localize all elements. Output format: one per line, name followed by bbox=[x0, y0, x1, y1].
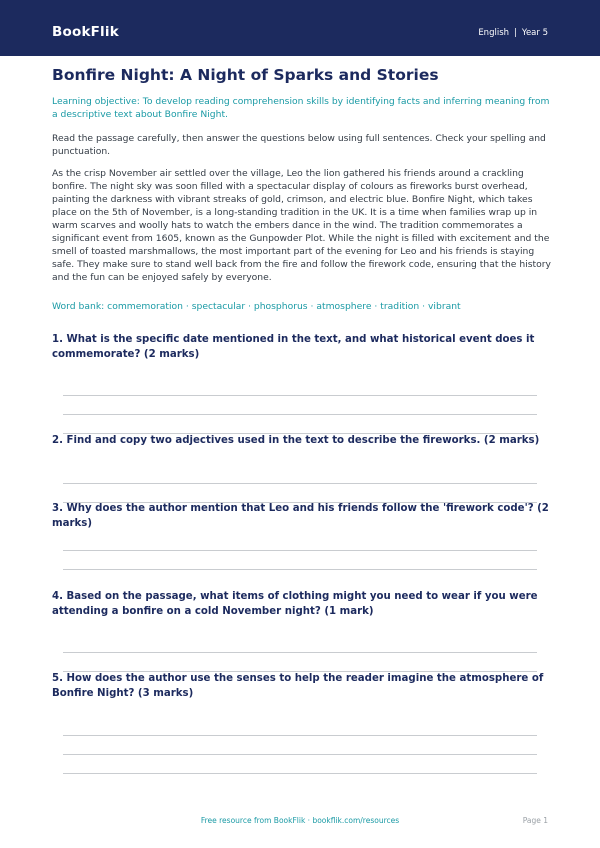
answer-line[interactable] bbox=[63, 414, 537, 415]
answer-line[interactable] bbox=[63, 569, 537, 570]
reading-passage: As the crisp November air settled over the village, Leo the lion gathered his friends around a crackling bonfire. The night sky was soon filled with a spectacular display of colours as fireworks burst overhead, painting the darkness with vibrant streaks of gold, crimson, and electric blue. Bonfire Night, which takes place on the 5th of November, is a long-standing tradition in the UK. It is a time when families wrap up in warm scarves and woolly hats to watch the embers dance in the wind. The tradition commemorates a significant event from 1605, known as the Gunpowder Plot. While the night is filled with excitement and the smell of toasted marshmallows, the most important part of the evening for Leo and his friends is staying safe. They make sure to stand well back from the fire and follow the firework code, ensuring that the history and the fun can be enjoyed safely by everyone. bbox=[52, 168, 551, 283]
footer-credit: Free resource from BookFlik · bookflik.com/resources bbox=[200, 816, 400, 825]
page-number: Page 1 bbox=[522, 816, 548, 825]
subject-year-label bbox=[478, 28, 548, 38]
question-4: 4. Based on the passage, what items of clothing might you need to wear if you were attending a bonfire on a cold November night? (1 mark) bbox=[52, 591, 538, 617]
learning-objective: Learning objective: To develop reading comprehension skills by identifying facts and inferring meaning from a descriptive text about Bonfire Night. bbox=[52, 96, 550, 120]
question-1: 1. What is the specific date mentioned in the text, and what historical event does it commemorate? (2 marks) bbox=[52, 334, 535, 360]
brand-logo-text: BookFlik bbox=[52, 24, 119, 40]
instructions-text: Read the passage carefully, then answer the questions below using full sentences. Check your spelling and punctuation. bbox=[52, 133, 546, 157]
page-header bbox=[0, 0, 600, 56]
answer-line[interactable] bbox=[63, 754, 537, 755]
page-title: Bonfire Night: A Night of Sparks and Stories bbox=[52, 66, 439, 84]
answer-line[interactable] bbox=[63, 550, 537, 551]
answer-line[interactable] bbox=[63, 652, 537, 653]
question-2: 2. Find and copy two adjectives used in the text to describe the fireworks. (2 marks) bbox=[52, 435, 540, 446]
answer-line[interactable] bbox=[63, 483, 537, 484]
answer-line[interactable] bbox=[63, 395, 537, 396]
question-5: 5. How does the author use the senses to help the reader imagine the atmosphere of Bonfire Night? (3 marks) bbox=[52, 673, 544, 699]
answer-line[interactable] bbox=[63, 773, 537, 774]
question-3: 3. Why does the author mention that Leo and his friends follow the 'firework code'? (2 marks) bbox=[52, 503, 549, 529]
answer-line[interactable] bbox=[63, 735, 537, 736]
meta-separator: | bbox=[514, 28, 517, 38]
year-label: Year 5 bbox=[521, 28, 548, 38]
word-bank: Word bank: commemoration · spectacular · phosphorus · atmosphere · tradition · vibrant bbox=[52, 301, 461, 312]
subject-label: English bbox=[478, 28, 510, 38]
